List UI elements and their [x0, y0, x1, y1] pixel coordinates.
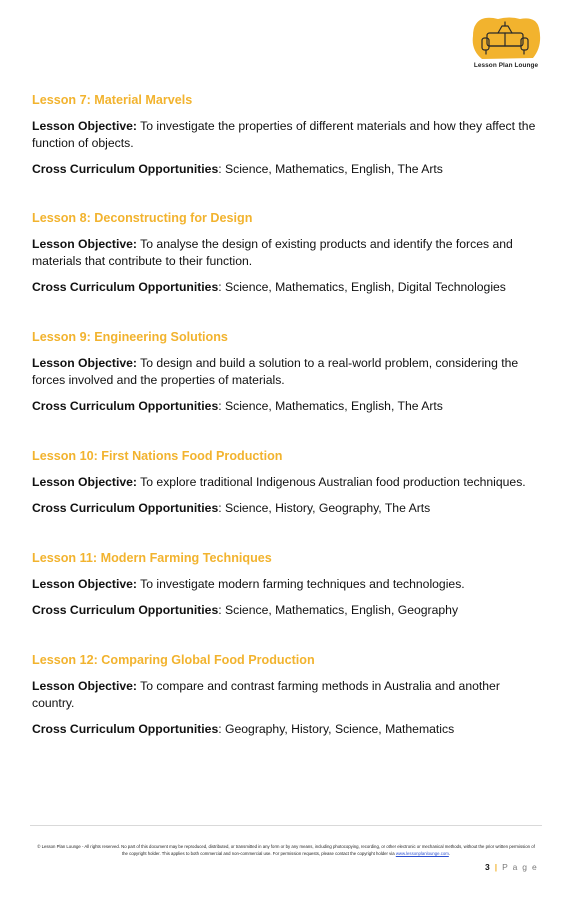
objective-text: To explore traditional Indigenous Australian food production techniques. [140, 475, 526, 489]
lesson-section [32, 653, 542, 747]
lesson-objective [32, 118, 542, 152]
brand-logo [470, 16, 542, 74]
objective-label: Lesson Objective: [32, 577, 137, 591]
cross-curriculum: Cross Curriculum Opportunities: Geography, History, Science, Mathematics [32, 722, 455, 736]
footer-copyright [34, 843, 538, 857]
objective-label: Lesson Objective: [32, 475, 137, 489]
objective-label: Lesson Objective: [32, 237, 137, 251]
cross-text: Science, History, Geography, The Arts [225, 501, 431, 515]
cross-curriculum: Cross Curriculum Opportunities: Science, Mathematics, English, The Arts [32, 399, 443, 413]
page-separator: | [494, 862, 499, 872]
objective-text: To analyse the design of existing products and identify the forces and materials that contribute to their function. [32, 237, 513, 268]
brand-name: Lesson Plan Lounge [473, 62, 539, 69]
lesson-objective [32, 236, 542, 270]
lesson-section [32, 211, 542, 305]
sofa-logo-icon [470, 16, 542, 62]
cross-curriculum: Cross Curriculum Opportunities: Science, History, Geography, The Arts [32, 501, 431, 515]
lesson-title: Lesson 9: Engineering Solutions [32, 330, 228, 344]
lesson-section [32, 551, 542, 628]
lesson-title: Lesson 12: Comparing Global Food Production [32, 653, 315, 667]
objective-text: To design and build a solution to a real-world problem, considering the forces involved and the properties of materials. [32, 356, 519, 387]
footer-website-link[interactable]: www.lessonplanlounge.com [395, 851, 449, 856]
copyright-text: © Lesson Plan Lounge - All rights reserved. No part of this document may be reproduced, distributed, or transmitted in any form or by any means, including photocopying, recording, or other electronic or mechanical methods, without the prior written permission of the copyright holder. This applies to both commercial and non-commercial use. For permission requests, please contact the copyright holder via [37, 844, 535, 856]
objective-text: To investigate the properties of different materials and how they affect the function of objects. [32, 119, 536, 150]
cross-label: Cross Curriculum Opportunities [32, 162, 219, 176]
lesson-objective [32, 678, 542, 712]
footer-link-suffix: . [448, 851, 451, 856]
lesson-section [32, 449, 542, 526]
cross-curriculum: Cross Curriculum Opportunities: Science, Mathematics, English, Digital Technologies [32, 280, 506, 294]
lesson-objective [32, 355, 542, 389]
lesson-title: Lesson 7: Material Marvels [32, 93, 193, 107]
lesson-section [32, 330, 542, 424]
objective-label: Lesson Objective: [32, 119, 137, 133]
cross-label: Cross Curriculum Opportunities [32, 501, 219, 515]
objective-label: Lesson Objective: [32, 679, 137, 693]
cross-text: Geography, History, Science, Mathematics [225, 722, 455, 736]
page-word: P a g e [502, 862, 538, 872]
lesson-objective [32, 474, 542, 491]
page-number [485, 862, 538, 872]
cross-text: Science, Mathematics, English, Geography [225, 603, 459, 617]
objective-label: Lesson Objective: [32, 356, 137, 370]
page-number-value: 3 [485, 862, 492, 872]
objective-text: To compare and contrast farming methods in Australia and another country. [32, 679, 500, 710]
footer-divider [30, 825, 542, 826]
lesson-title: Lesson 8: Deconstructing for Design [32, 211, 253, 225]
cross-label: Cross Curriculum Opportunities [32, 603, 219, 617]
lesson-section [32, 93, 542, 187]
cross-label: Cross Curriculum Opportunities [32, 722, 219, 736]
lesson-objective [32, 576, 542, 593]
objective-text: To investigate modern farming techniques and technologies. [140, 577, 465, 591]
cross-text: Science, Mathematics, English, The Arts [225, 399, 443, 413]
cross-curriculum: Cross Curriculum Opportunities: Science, Mathematics, English, Geography [32, 603, 459, 617]
cross-curriculum: Cross Curriculum Opportunities: Science, Mathematics, English, The Arts [32, 162, 443, 176]
cross-label: Cross Curriculum Opportunities [32, 399, 219, 413]
lesson-title: Lesson 11: Modern Farming Techniques [32, 551, 272, 565]
cross-label: Cross Curriculum Opportunities [32, 280, 219, 294]
cross-text: Science, Mathematics, English, Digital Technologies [225, 280, 506, 294]
cross-text: Science, Mathematics, English, The Arts [225, 162, 443, 176]
lesson-title: Lesson 10: First Nations Food Production [32, 449, 283, 463]
